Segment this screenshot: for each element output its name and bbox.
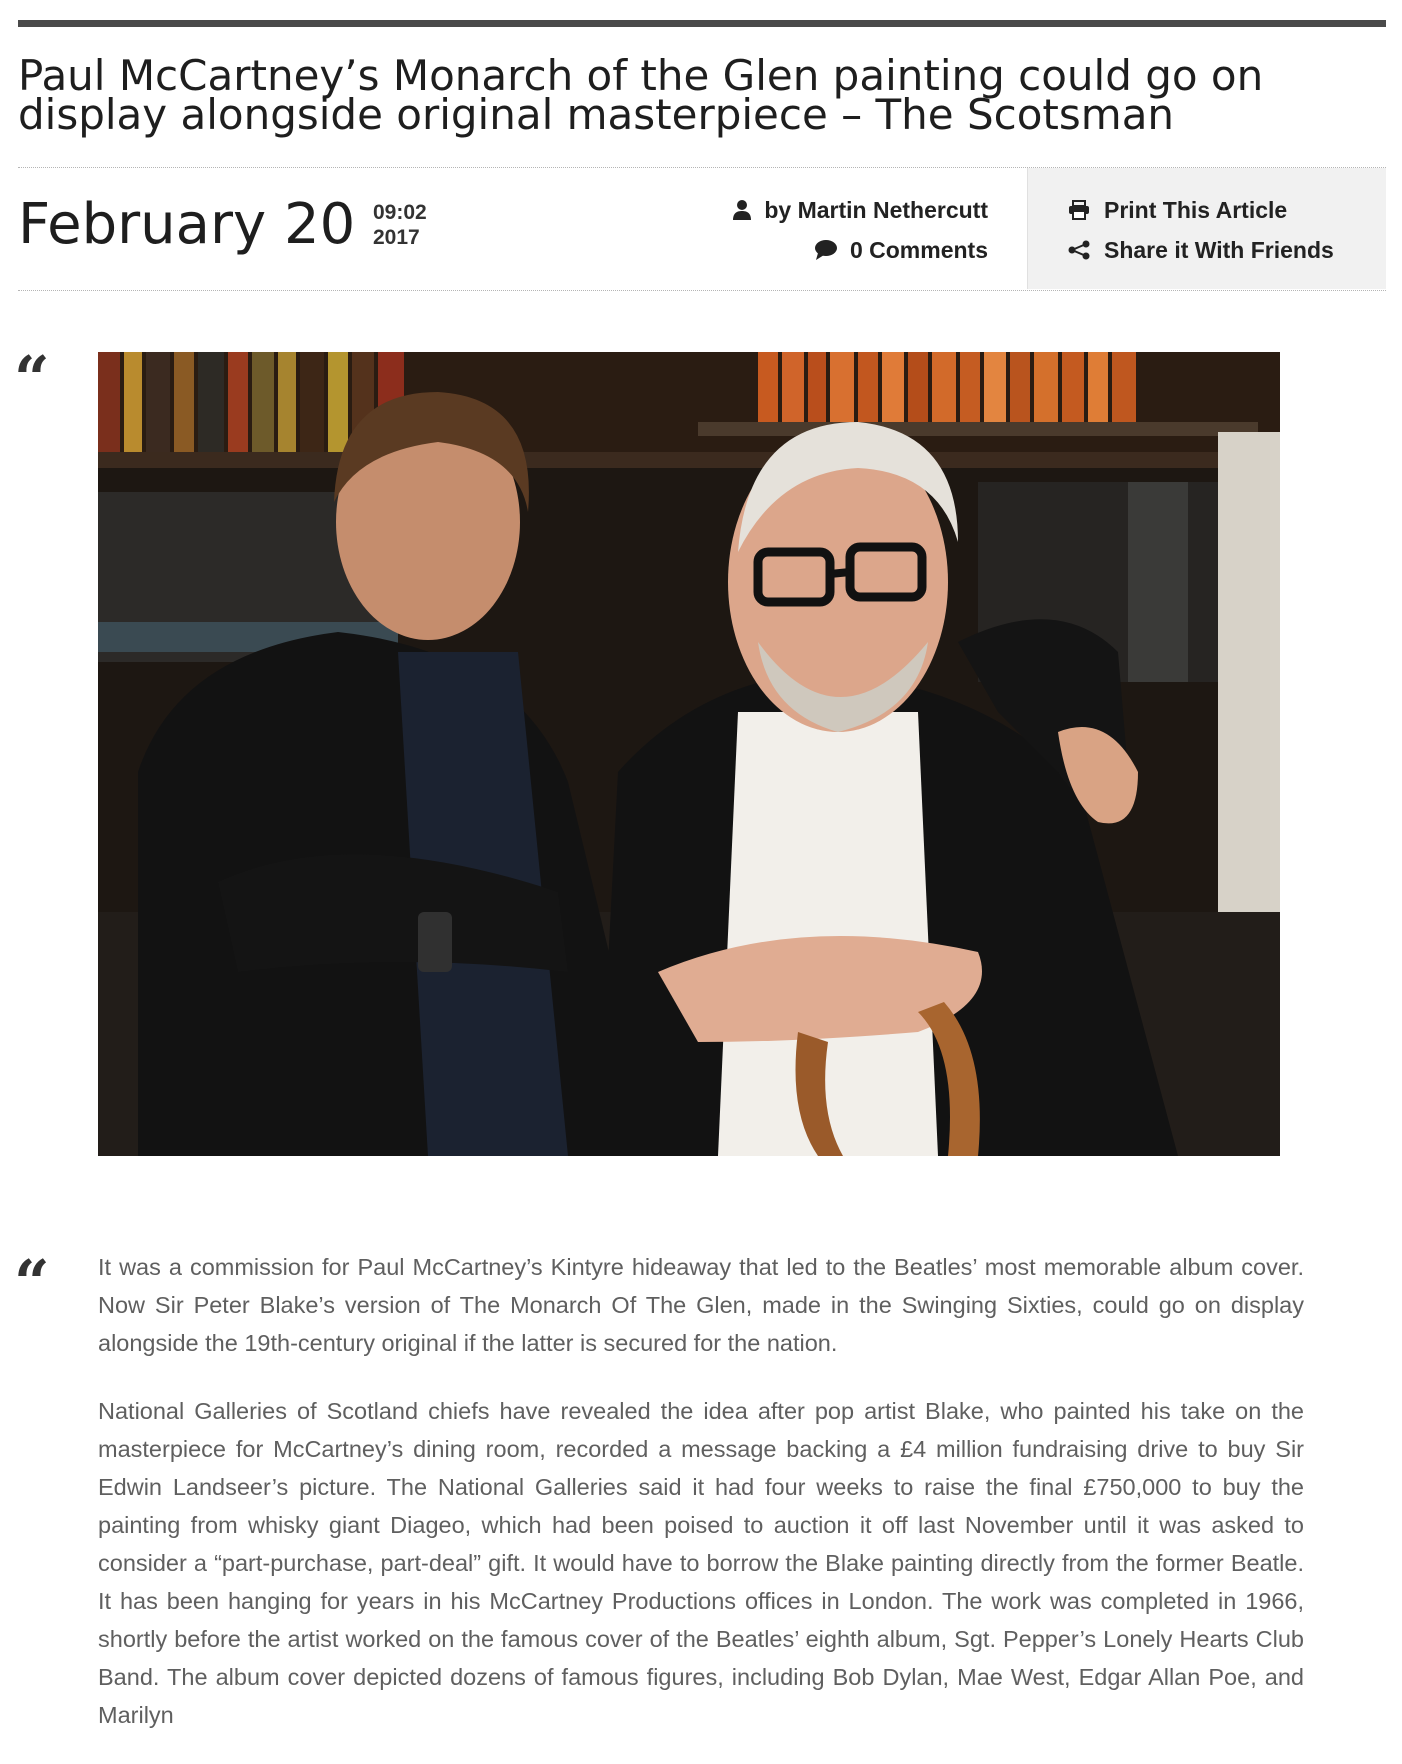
print-label: Print This Article bbox=[1104, 196, 1288, 223]
share-label: Share it With Friends bbox=[1104, 236, 1334, 263]
comments-count: 0 Comments bbox=[849, 236, 988, 263]
quote-icon-2: “ bbox=[14, 1246, 50, 1319]
print-icon bbox=[1068, 200, 1090, 220]
comment-icon bbox=[814, 239, 838, 261]
author-name: by Martin Nethercutt bbox=[764, 196, 988, 223]
photo-illustration bbox=[98, 352, 1280, 1156]
year: 2017 bbox=[373, 226, 420, 249]
author-line[interactable] bbox=[732, 190, 988, 230]
article-photo bbox=[98, 352, 1280, 1156]
share-icon bbox=[1068, 240, 1090, 260]
time: 09:02 bbox=[373, 201, 427, 224]
comments-line[interactable] bbox=[732, 230, 988, 270]
print-article-link[interactable] bbox=[1028, 190, 1386, 230]
article-title: Paul McCartney’s Monarch of the Glen painting could go on display alongside original masterpiece – The Scotsman bbox=[18, 51, 1264, 139]
divider-bottom bbox=[18, 290, 1386, 291]
date-time bbox=[373, 200, 427, 250]
quote-icon: “ bbox=[14, 342, 50, 415]
user-icon bbox=[732, 199, 752, 221]
article-meta bbox=[18, 168, 1386, 290]
date-day: February 20 bbox=[18, 192, 356, 257]
byline bbox=[732, 190, 988, 270]
paragraph-1: It was a commission for Paul McCartney’s Kintyre hideaway that led to the Beatles’ most memorable album cover. Now Sir Peter Blake’s version of The Monarch Of The Glen, made in the Swinging Sixties, could go on display alongside the 19th-century original if the latter is secured for the nation. bbox=[98, 1254, 1304, 1356]
share-article-link[interactable] bbox=[1028, 230, 1386, 270]
article-body bbox=[98, 1248, 1304, 1764]
top-rule bbox=[18, 20, 1386, 27]
paragraph-2: National Galleries of Scotland chiefs have revealed the idea after pop artist Blake, who painted his take on the masterpiece for McCartney’s dining room, recorded a message backing a £4 million fundraising drive to buy Sir Edwin Landseer’s picture. The National Galleries said it had four weeks to raise the final £750,000 to buy the painting from whisky giant Diageo, which had been poised to auction it off last November until it was asked to consider a “part-purchase, part-deal” gift. It would have to borrow the Blake painting directly from the former Beatle. It has been hanging for years in his McCartney Productions offices in London. The work was completed in 1966, shortly before the artist worked on the famous cover of the Beatles’ eighth album, Sgt. Pepper’s Lonely Hearts Club Band. The album cover depicted dozens of famous figures, including Bob Dylan, Mae West, Edgar Allan Poe, and Marilyn bbox=[98, 1398, 1304, 1728]
share-box bbox=[1027, 168, 1386, 289]
